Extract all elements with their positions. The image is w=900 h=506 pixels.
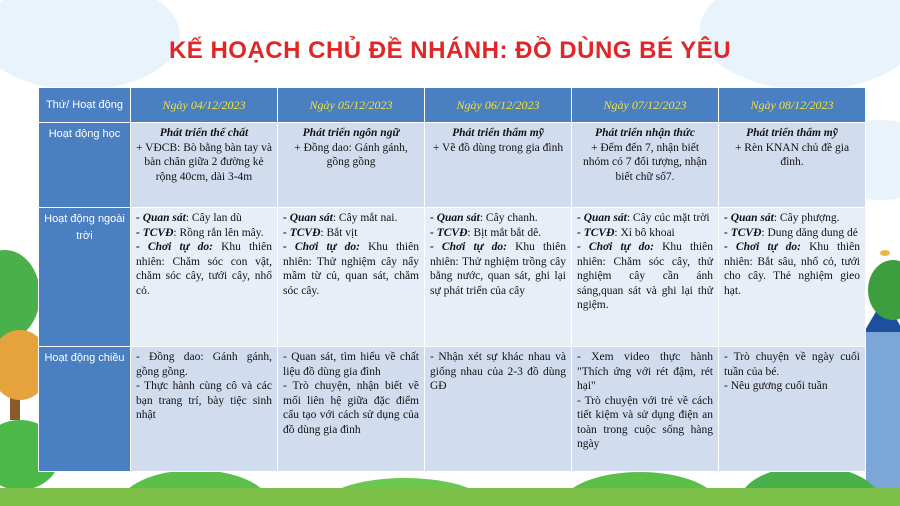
cell-line-label: - TCVĐ — [430, 226, 468, 239]
cell-body: + Vẽ đồ dùng trong gia đình — [432, 141, 564, 154]
cell-line-text: : Rồng rắn lên mây. — [173, 226, 264, 239]
cell-line: - Quan sát, tìm hiểu về chất liệu đồ dùng gia đình — [283, 351, 419, 378]
cell-line — [283, 211, 419, 226]
cell-line-text: : Xỉ bô khoai — [614, 226, 675, 239]
cell-line: - Trò chuyện với trẻ về cách tiết kiệm và sử dụng điện an toàn trong cuộc sống hàng ngày — [577, 394, 713, 450]
cell-line: - Nhận xét sự khác nhau và giống nhau của 2-3 đồ dùng GĐ — [430, 351, 566, 392]
page-title: KẾ HOẠCH CHỦ ĐỀ NHÁNH: ĐỒ DÙNG BÉ YÊU — [168, 37, 732, 64]
plan-table — [38, 87, 866, 472]
cell-line — [136, 226, 272, 241]
cell-line — [283, 240, 419, 298]
cell-line-label: - Quan sát — [283, 212, 333, 224]
cell-line-label: - Chơi tự do: — [430, 241, 507, 253]
cell-line — [136, 211, 272, 226]
table-header-row — [39, 88, 866, 123]
cell-line — [430, 211, 566, 226]
table-row-hoat-dong-ngoai-troi — [39, 208, 866, 347]
tree-decoration — [0, 250, 40, 340]
cell-line-text: : Cây mắt nai. — [332, 212, 398, 224]
cell-line-label: - Chơi tự do: — [136, 241, 213, 253]
table-cell — [131, 208, 278, 347]
cell-line-label: - Quan sát — [577, 212, 627, 224]
table-cell — [572, 347, 719, 472]
cell-line — [577, 211, 713, 226]
day-header: Ngày 08/12/2023 — [719, 88, 866, 123]
leaf-decoration — [880, 250, 890, 256]
table-cell — [572, 123, 719, 208]
cell-line: - Đồng dao: Gánh gánh, gồng gồng. — [136, 351, 272, 378]
cell-heading: Phát triển thẩm mỹ — [452, 127, 544, 139]
cell-line: - Thực hành cùng cô và các bạn trang trí, bày tiệc sinh nhật — [136, 380, 272, 421]
cell-line: - Trò chuyện, nhận biết về mối liên hệ giữa đặc điểm cấu tạo với cách sử dụng của đồ dùng gia đình — [283, 380, 419, 436]
cell-line-text: : Cây lan dù — [185, 212, 242, 224]
cell-body: + Đồng dao: Gánh gánh, gồng gồng — [294, 141, 408, 168]
row-label: Hoạt động chiều — [39, 347, 131, 472]
cell-line-label: - Chơi tự do: — [283, 241, 360, 253]
cell-line-label: - TCVĐ — [136, 226, 174, 239]
cell-line — [283, 226, 419, 241]
table-cell — [131, 347, 278, 472]
cell-line-label: - Quan sát — [724, 212, 774, 224]
cell-line-text: Khu thiên nhiên: Chăm sóc cây, thử nghiệm cây cần ánh sáng,quan sát và ghi lại thử ngiệm. — [577, 241, 713, 311]
row-label: Hoạt động học — [39, 123, 131, 208]
cell-line — [724, 240, 860, 298]
cell-heading: Phát triển nhận thức — [595, 127, 695, 139]
cell-line: - Nêu gương cuối tuần — [724, 380, 828, 392]
cell-body: + VĐCB: Bò bằng bàn tay và bàn chân giữa 2 đường kẻ rộng 40cm, dài 3-4m — [136, 141, 272, 183]
table-cell — [425, 123, 572, 208]
table-cell — [425, 347, 572, 472]
cell-line-text: : Bịt mắt bắt dê. — [467, 226, 542, 239]
cell-line-label: - Chơi tự do: — [724, 241, 801, 253]
cell-line — [136, 240, 272, 298]
day-header: Ngày 06/12/2023 — [425, 88, 572, 123]
table-cell — [719, 208, 866, 347]
cell-heading: Phát triển thẩm mỹ — [746, 127, 838, 139]
day-header: Ngày 04/12/2023 — [131, 88, 278, 123]
cell-heading: Phát triển thể chất — [159, 127, 249, 139]
cell-line — [430, 226, 566, 241]
cell-body: + Rèn KNAN chủ đề gia đình. — [734, 141, 850, 168]
cell-line-label: - Chơi tự do: — [577, 241, 654, 253]
cell-line-label: - TCVĐ — [724, 226, 762, 239]
cell-line — [430, 240, 566, 298]
cell-line-label: - Quan sát — [136, 212, 186, 224]
corner-header: Thứ/ Hoạt động — [39, 88, 131, 123]
table-cell — [719, 347, 866, 472]
table-cell — [572, 208, 719, 347]
cell-line — [577, 226, 713, 241]
cell-body: + Đếm đến 7, nhận biết nhóm có 7 đối tượng, nhận biết chữ số7. — [582, 141, 708, 183]
cell-line-text: Khu thiên nhiên: Bắt sâu, nhổ cỏ, tưới cho cây. Thẻ nghiệm gieo hạt. — [724, 241, 860, 297]
cell-line-text: Khu thiên nhiên: Thử nghiệm cây nẩy mầm từ củ, quan sát, chăm sóc cây. — [283, 241, 419, 297]
cell-line — [577, 240, 713, 313]
table-cell — [425, 208, 572, 347]
cell-line: - Trò chuyện về ngày cuối tuần của bé. — [724, 351, 860, 378]
cell-line: - Xem video thực hành "Thích ứng với rét đậm, rét hại" — [577, 351, 713, 392]
table-row-hoat-dong-hoc — [39, 123, 866, 208]
day-header: Ngày 05/12/2023 — [278, 88, 425, 123]
table-cell — [278, 123, 425, 208]
cell-line-text: Khu thiên nhiên: Chăm sóc con vật, chăm sóc cây, tưới cây, nhổ cỏ. — [136, 241, 272, 297]
cell-line-label: - TCVĐ — [283, 226, 321, 239]
cell-line-text: : Cây cúc mặt trời — [626, 212, 710, 224]
cell-line-label: - Quan sát — [430, 212, 480, 224]
cell-line-label: - TCVĐ — [577, 226, 615, 239]
cell-line-text: : Dung dăng dung dẻ — [761, 226, 858, 239]
day-header: Ngày 07/12/2023 — [572, 88, 719, 123]
cell-heading: Phát triển ngôn ngữ — [302, 127, 400, 139]
cell-line — [724, 226, 860, 241]
table-row-hoat-dong-chieu — [39, 347, 866, 472]
table-cell — [131, 123, 278, 208]
table-cell — [278, 208, 425, 347]
ground-decoration — [0, 488, 900, 506]
cell-line — [724, 211, 860, 226]
cell-line-text: : Bắt vịt — [320, 226, 358, 239]
cell-line-text: : Cây chanh. — [479, 212, 538, 224]
cell-line-text: : Cây phượng. — [773, 212, 840, 224]
cell-line-text: Khu thiên nhiên: Thử nghiệm trồng cây bằng nước, quan sát, ghi lại sự phát triển của cây — [430, 241, 566, 297]
table-cell — [719, 123, 866, 208]
castle-decoration — [866, 330, 900, 506]
table-cell — [278, 347, 425, 472]
row-label: Hoạt động ngoài trời — [39, 208, 131, 347]
